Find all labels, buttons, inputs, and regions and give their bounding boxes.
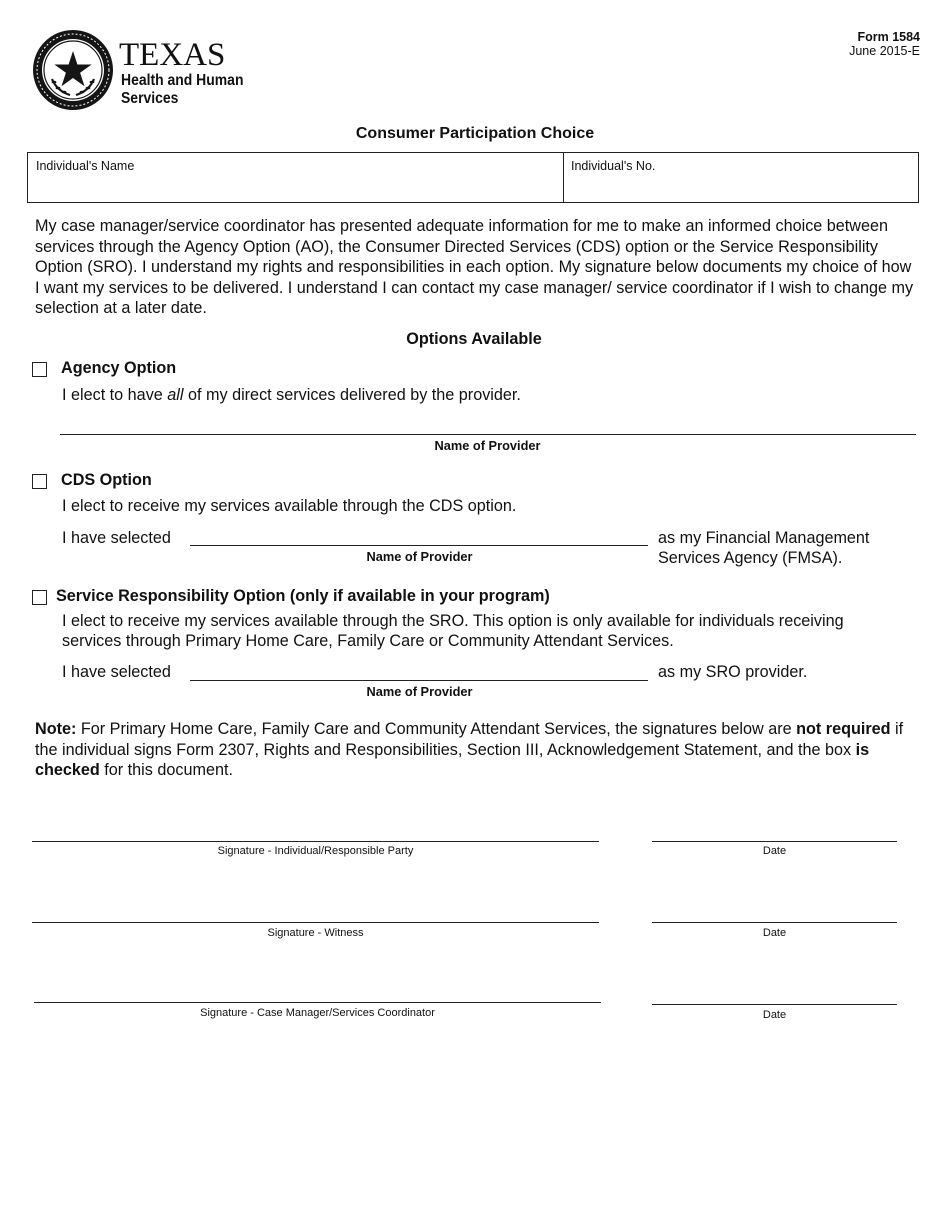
sro-option-checkbox[interactable] (32, 590, 47, 605)
sro-option-heading: Service Responsibility Option (only if available in your program) (56, 587, 550, 605)
sro-selected-suffix: as my SRO provider. (658, 663, 808, 681)
sro-selected-prefix: I have selected (62, 663, 171, 681)
agency-option-checkbox[interactable] (32, 362, 47, 377)
state-seal-icon (32, 29, 114, 111)
cds-selected-suffix-line2: Services Agency (FMSA). (658, 549, 843, 567)
signature-line-witness[interactable] (32, 922, 599, 923)
form-date: June 2015-E (849, 44, 920, 58)
note-paragraph: Note: For Primary Home Care, Family Care and Community Attendant Services, the signatures below are not required if the individual signs Form 2307, Rights and Responsibilities, Section III, Acknowledgement Statement, and the box is checked for this document. (35, 720, 904, 779)
agency-option-heading: Agency Option (61, 359, 177, 377)
logo-wordmark-line1: Health and Human (121, 72, 244, 89)
signature-line-individual[interactable] (32, 841, 599, 842)
cds-option-checkbox[interactable] (32, 474, 47, 489)
field-divider (563, 153, 564, 202)
agency-option-emphasis: all (167, 386, 184, 404)
date-caption-witness: Date (762, 927, 787, 939)
cds-option-text: I elect to receive my services available through the CDS option. (62, 497, 517, 515)
note-bold-is-checked: is checked (35, 740, 870, 779)
signature-line-case-manager[interactable] (34, 1002, 601, 1003)
date-caption-individual: Date (762, 845, 787, 857)
cds-selected-suffix-line1: as my Financial Management (658, 529, 870, 547)
cds-provider-line[interactable] (190, 545, 648, 546)
cds-provider-caption: Name of Provider (366, 549, 473, 564)
logo-wordmark-line2: Services (121, 90, 179, 107)
individual-no-field[interactable] (571, 175, 911, 199)
sro-provider-line[interactable] (190, 680, 648, 681)
individual-name-label: Individual's Name (36, 159, 135, 173)
note-bold-not-required: not required (796, 720, 891, 738)
logo-wordmark-texas: TEXAS (119, 37, 226, 73)
sro-option-text-line2: services through Primary Home Care, Family Care or Community Attendant Services. (62, 632, 674, 650)
sro-option-text-line1: I elect to receive my services available through the SRO. This option is only available for individuals receiving (62, 612, 844, 630)
individual-no-label: Individual's No. (571, 159, 656, 173)
date-line-case-manager[interactable] (652, 1004, 897, 1005)
signature-caption-individual: Signature - Individual/Responsible Party (217, 845, 414, 857)
form-number: Form 1584 (857, 30, 920, 44)
agency-provider-caption: Name of Provider (434, 438, 541, 453)
cds-option-heading: CDS Option (61, 471, 152, 489)
date-line-witness[interactable] (652, 922, 897, 923)
date-line-individual[interactable] (652, 841, 897, 842)
page-title: Consumer Participation Choice (355, 125, 595, 142)
sro-provider-caption: Name of Provider (366, 684, 473, 699)
cds-selected-prefix: I have selected (62, 529, 171, 547)
intro-paragraph: My case manager/service coordinator has presented adequate information for me to make an informed choice between services through the Agency Option (AO), the Consumer Directed Services (CDS) option or the Service Responsibility Option (SRO). I understand my rights and responsibilities in each option. My signature below documents my choice of how I want my services to be delivered. I understand I can contact my case manager/ service coordinator if I wish to change my selection at a later date. (35, 217, 914, 317)
signature-caption-witness: Signature - Witness (267, 927, 364, 939)
individual-info-box (27, 152, 919, 203)
signature-caption-case-manager: Signature - Case Manager/Services Coordinator (200, 1007, 435, 1019)
individual-name-field[interactable] (36, 175, 556, 199)
agency-option-text: I elect to have all of my direct services delivered by the provider. (62, 386, 521, 404)
note-label: Note: (35, 720, 77, 738)
agency-provider-line[interactable] (60, 434, 916, 435)
date-caption-case-manager: Date (762, 1009, 787, 1021)
options-heading: Options Available (406, 330, 542, 348)
